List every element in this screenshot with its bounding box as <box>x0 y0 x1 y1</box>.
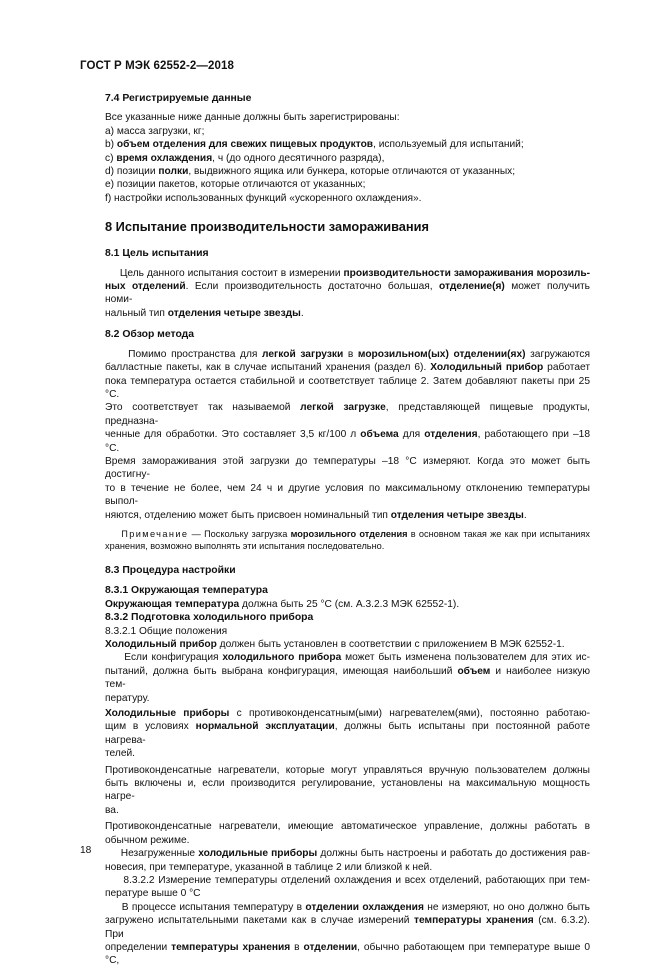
paragraph-line: загружено испытательными пакетами как в случае измерений температуры хранения (см. 6.3.2). При <box>105 915 591 940</box>
section-8-2-body <box>105 348 590 522</box>
paragraph-line: пературе выше 0 °С <box>105 888 201 900</box>
paragraph: Все указанные ниже данные должны быть зарегистрированы: <box>105 112 400 124</box>
list-item: c) время охлаждения, ч (до одного десятичного разряда), <box>105 152 385 164</box>
paragraph-line: Это соответствует так называемой легкой загрузке, представляющей пищевые продукты, предназна- <box>105 402 590 427</box>
paragraph-line: Время замораживания этой загрузки до температуры –18 °С измеряют. Когда это может быть достигну- <box>105 455 590 481</box>
paragraph-line: обычном режиме. <box>105 834 190 846</box>
subsection-8-3-1-title: 8.3.1 Окружающая температура <box>105 585 268 597</box>
document-body <box>105 92 590 968</box>
paragraph-line: ва. <box>105 804 119 816</box>
section-8-1-title: 8.1 Цель испытания <box>105 248 209 260</box>
paragraph-line: балластные пакеты, как в случае испытаний хранения (раздел 6). Холодильный прибор работает <box>105 362 590 374</box>
paragraph-line: телей. <box>105 748 136 760</box>
paragraph-line: то в течение не более, чем 24 ч и другие условия по максимальному отклонению температуры выпол- <box>105 482 590 508</box>
section-8-1-body <box>105 267 590 321</box>
paragraph-line: определении температуры хранения в отделении, обычно работающем при температуре выше 0 °С, <box>105 941 591 967</box>
section-8-2-title: 8.2 Обзор метода <box>105 329 195 341</box>
list-item: f) настройки использованных функций «ускоренного охлаждения». <box>105 192 422 204</box>
document-header: ГОСТ Р МЭК 62552-2—2018 <box>80 60 234 72</box>
list-item: e) позиции пакетов, которые отличаются от указанных; <box>105 179 366 191</box>
paragraph-line: нальный тип отделения четыре звезды. <box>105 307 304 319</box>
section-8-title: 8 Испытание производительности замораживания <box>105 219 429 235</box>
list-item: b) объем отделения для свежих пищевых продуктов, используемый для испытаний; <box>105 139 524 151</box>
subsection-8-3-2-title: 8.3.2 Подготовка холодильного прибора <box>105 612 314 624</box>
section-8-3-body <box>105 584 590 967</box>
list-item: а) масса загрузки, кг; <box>105 125 205 137</box>
paragraph-line: Противоконденсатные нагреватели, имеющие автоматическое управление, должны работать в <box>105 821 590 833</box>
paragraph-line: Холодильные приборы с противоконденсатным(ыми) нагревателем(ями), постоянно работаю- <box>105 708 590 720</box>
paragraph-line: В процессе испытания температуру в отделении охлаждения не измеряют, но оно должно быть <box>121 901 590 913</box>
paragraph-line: быть включены и, если производится регулирование, установлены на максимальную мощность нагре- <box>105 778 590 803</box>
paragraph-line: Холодильный прибор должен быть установлен в соответствии с приложением В МЭК 62552-1. <box>105 639 565 650</box>
paragraph-line: Противоконденсатные нагреватели, которые могут управляться вручную пользователем должны <box>105 764 590 776</box>
paragraph-line: Окружающая температура должна быть 25 °С (см. А.3.2.3 МЭК 62552-1). <box>105 598 460 610</box>
note-line: хранения, возможно выполнять эти испытания последовательно. <box>105 540 385 551</box>
paragraph-line: щим в условиях нормальной эксплуатации, должны быть испытаны при постоянной работе нагрева- <box>105 721 590 746</box>
note <box>105 528 590 552</box>
paragraph-line: пока температура остается стабильной и соответствует таблице 2. Затем добавляют пакеты при 25 °С. <box>105 375 590 400</box>
note-label: Примечание <box>121 528 189 539</box>
subsection-8-3-2-1-title: 8.3.2.1 Общие положения <box>105 625 228 637</box>
list-item: d) позиции полки, выдвижного ящика или бункера, которые отличаются от указанных; <box>105 166 516 178</box>
paragraph-line: пературу. <box>105 692 150 704</box>
section-7-4-body <box>105 111 590 205</box>
paragraph-line: новесия, при температуре, указанной в таблице 2 или близкой к ней. <box>105 861 433 873</box>
paragraph-line: ченные для обработки. Это составляет 3,5 кг/100 л объема для отделения, работающего при –18 °С. <box>105 429 591 454</box>
paragraph-line: Если конфигурация холодильного прибора может быть изменена пользователем для этих ис- <box>124 652 591 664</box>
paragraph-line: няются, отделению может быть присвоен номинальный тип отделения четыре звезды. <box>105 509 527 521</box>
paragraph-line: 8.3.2.2 Измерение температуры отделений охлаждения и всех отделений, работающих при тем- <box>123 874 590 886</box>
paragraph-line: Цель данного испытания состоит в измерении производительности замораживания морозиль- <box>119 267 590 279</box>
paragraph-line: Помимо пространства для легкой загрузки в морозильном(ых) отделении(ях) загружаются <box>128 348 591 360</box>
paragraph-line: пытаний, должна быть выбрана конфигурация, имеющая наибольший объем и наиболее низкую тем- <box>105 665 591 691</box>
section-7-4-title: 7.4 Регистрируемые данные <box>105 93 252 104</box>
section-8-3-title: 8.3 Процедура настройки <box>105 564 236 576</box>
paragraph-line: Незагруженные холодильные приборы должны быть настроены и работать до достижения рав- <box>120 848 590 860</box>
page-number: 18 <box>80 845 92 856</box>
note-line: Примечание — Поскольку загрузка морозильного отделения в основном такая же как при испытаниях <box>121 528 590 539</box>
paragraph-line: ных отделений. Если производительность достаточно большая, отделение(я) может получить номи- <box>105 281 590 306</box>
